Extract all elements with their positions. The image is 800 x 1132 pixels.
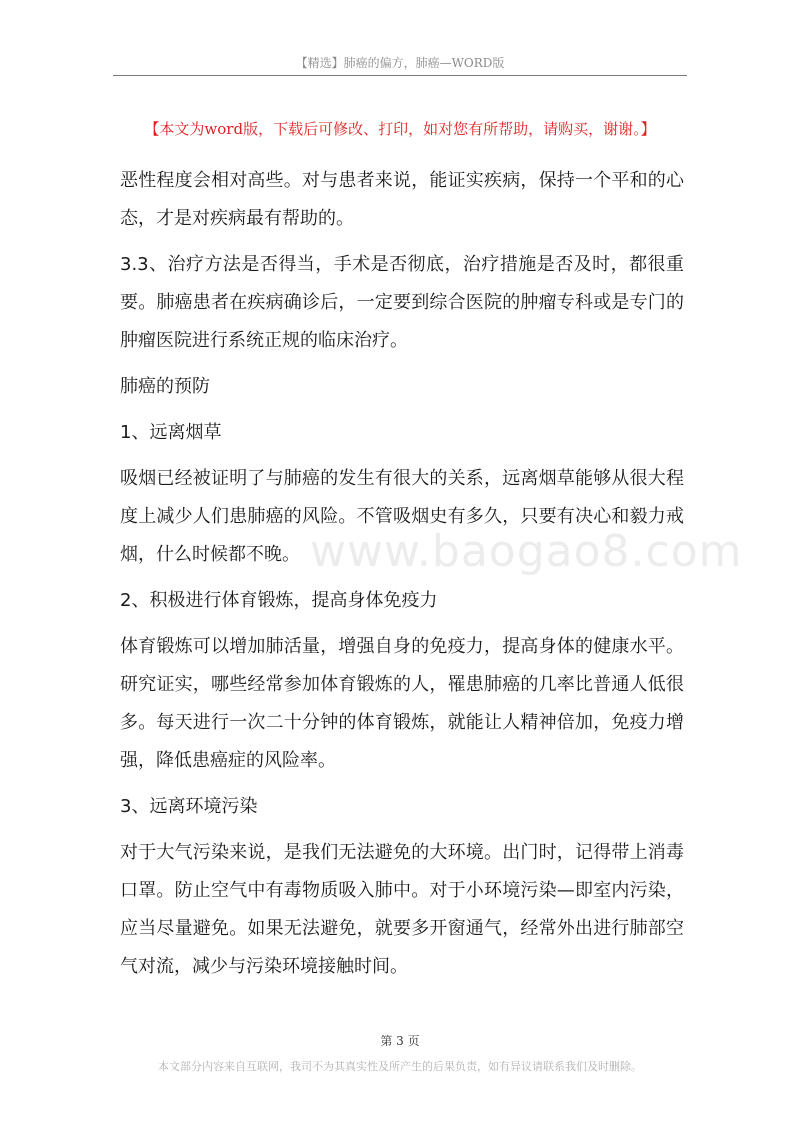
paragraph-tobacco: 吸烟已经被证明了与肺癌的发生有很大的关系，远离烟草能够从很大程度上减少人们患肺癌的风险。不管吸烟史有多久，只要有决心和毅力戒烟，什么时候都不晚。 bbox=[120, 468, 684, 565]
paragraph-exercise: 体育锻炼可以增加肺活量，增强自身的免疫力，提高身体的健康水平。研究证实，哪些经常参加体育锻炼的人，罹患肺癌的几率比普通人低很多。每天进行一次二十分钟的体育锻炼，就能让人精神倍加，免疫力增强，降低患癌症的风险率。 bbox=[120, 636, 684, 771]
footer-disclaimer: 本文部分内容来自互联网，我司不为其真实性及所产生的后果负责，如有异议请联系我们及时删除。 bbox=[158, 1060, 642, 1073]
header-divider bbox=[113, 75, 687, 76]
paragraph-treatment: 3.3、治疗方法是否得当，手术是否彻底，治疗措施是否及时，都很重要。肺癌患者在疾病确诊后，一定要到综合医院的肿瘤专科或是专门的肿瘤医院进行系统正规的临床治疗。 bbox=[120, 254, 684, 351]
section-heading-prevention: 肺癌的预防 bbox=[120, 376, 210, 397]
watermark: www.baogao8.com bbox=[310, 526, 743, 577]
subheading-avoid-tobacco: 1、远离烟草 bbox=[120, 422, 222, 443]
subheading-pollution: 3、远离环境污染 bbox=[120, 796, 258, 817]
subheading-exercise: 2、积极进行体育锻炼，提高身体免疫力 bbox=[120, 590, 438, 611]
page-header: 【精选】肺癌的偏方，肺癌—WORD版 bbox=[295, 56, 505, 70]
page-number: 第 3 页 bbox=[380, 1034, 420, 1048]
paragraph-pollution: 对于大气污染来说，是我们无法避免的大环境。出门时，记得带上消毒口罩。防止空气中有毒物质吸入肺中。对于小环境污染—即室内污染，应当尽量避免。如果无法避免，就要多开窗通气，经常外出进行肺部空气对流，减少与污染环境接触时间。 bbox=[120, 842, 684, 977]
document-body bbox=[120, 162, 684, 986]
paragraph-severity: 恶性程度会相对高些。对与患者来说，能证实疾病，保持一个平和的心态，才是对疾病最有帮助的。 bbox=[120, 170, 684, 229]
word-version-notice: 【本文为word版，下载后可修改、打印，如对您有所帮助，请购买，谢谢。】 bbox=[144, 120, 656, 138]
